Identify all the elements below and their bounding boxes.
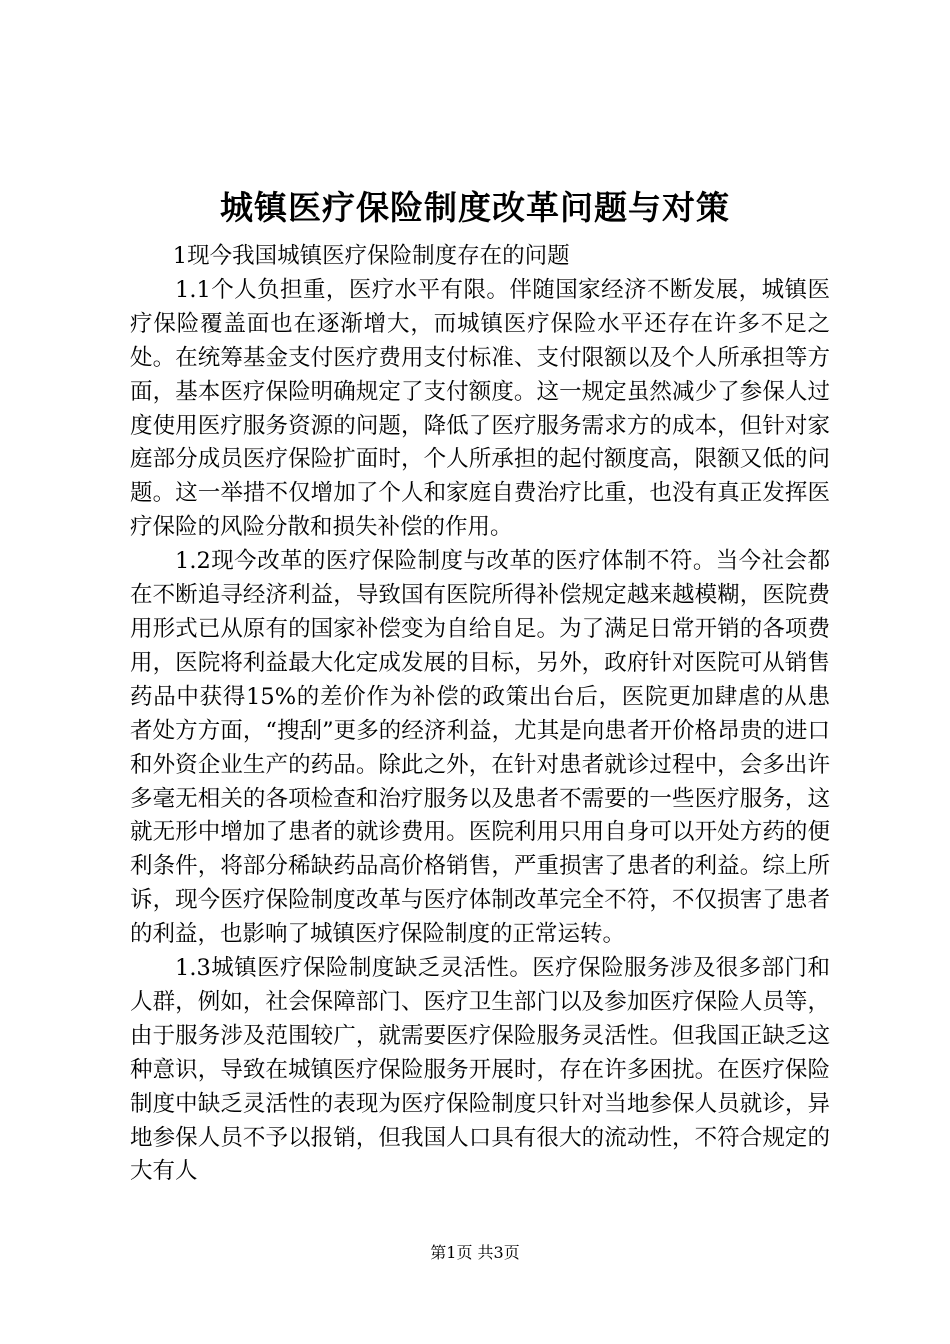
paragraph: 1.2现今改革的医疗保险制度与改革的医疗体制不符。当今社会都在不断追寻经济利益，导致国有医院所得补偿规定越来越模糊，医院费用形式已从原有的国家补偿变为自给自足。为了满足日常开销的各项费用，医院将利益最大化定成发展的目标，另外，政府针对医院可从销售药品中获得15%的差价作为补偿的政策出台后，医院更加肆虐的从患者处方方面，“搜刮”更多的经济利益，尤其是向患者开价格昂贵的进口和外资企业生产的药品。除此之外，在针对患者就诊过程中，会多出许多毫无相关的各项检查和治疗服务以及患者不需要的一些医疗服务，这就无形中增加了患者的就诊费用。医院利用只用自身可以开处方药的便利条件，将部分稀缺药品高价格销售，严重损害了患者的利益。综上所诉，现今医疗保险制度改革与医疗体制改革完全不符，不仅损害了患者的利益，也影响了城镇医疗保险制度的正常运转。 — [130, 548, 830, 948]
document-title: 城镇医疗保险制度改革问题与对策 — [220, 188, 730, 227]
section-heading: 1现今我国城镇医疗保险制度存在的问题 — [172, 243, 570, 269]
page-number-footer: 第1页 共3页 — [430, 1243, 520, 1262]
document-body — [130, 240, 830, 1189]
paragraph: 1.3城镇医疗保险制度缺乏灵活性。医疗保险服务涉及很多部门和人群，例如，社会保障部门、医疗卫生部门以及参加医疗保险人员等，由于服务涉及范围较广，就需要医疗保险服务灵活性。但我国正缺乏这种意识，导致在城镇医疗保险服务开展时，存在许多困扰。在医疗保险制度中缺乏灵活性的表现为医疗保险制度只针对当地参保人员就诊，异地参保人员不予以报销，但我国人口具有很大的流动性，不符合规定的大有人 — [130, 955, 830, 1185]
paragraph: 1.1个人负担重，医疗水平有限。伴随国家经济不断发展，城镇医疗保险覆盖面也在逐渐增大，而城镇医疗保险水平还存在许多不足之处。在统筹基金支付医疗费用支付标准、支付限额以及个人所承担等方面，基本医疗保险明确规定了支付额度。这一规定虽然减少了参保人过度使用医疗服务资源的问题，降低了医疗服务需求方的成本，但针对家庭部分成员医疗保险扩面时，个人所承担的起付额度高，限额又低的问题。这一举措不仅增加了个人和家庭自费治疗比重，也没有真正发挥医疗保险的风险分散和损失补偿的作用。 — [130, 276, 830, 541]
